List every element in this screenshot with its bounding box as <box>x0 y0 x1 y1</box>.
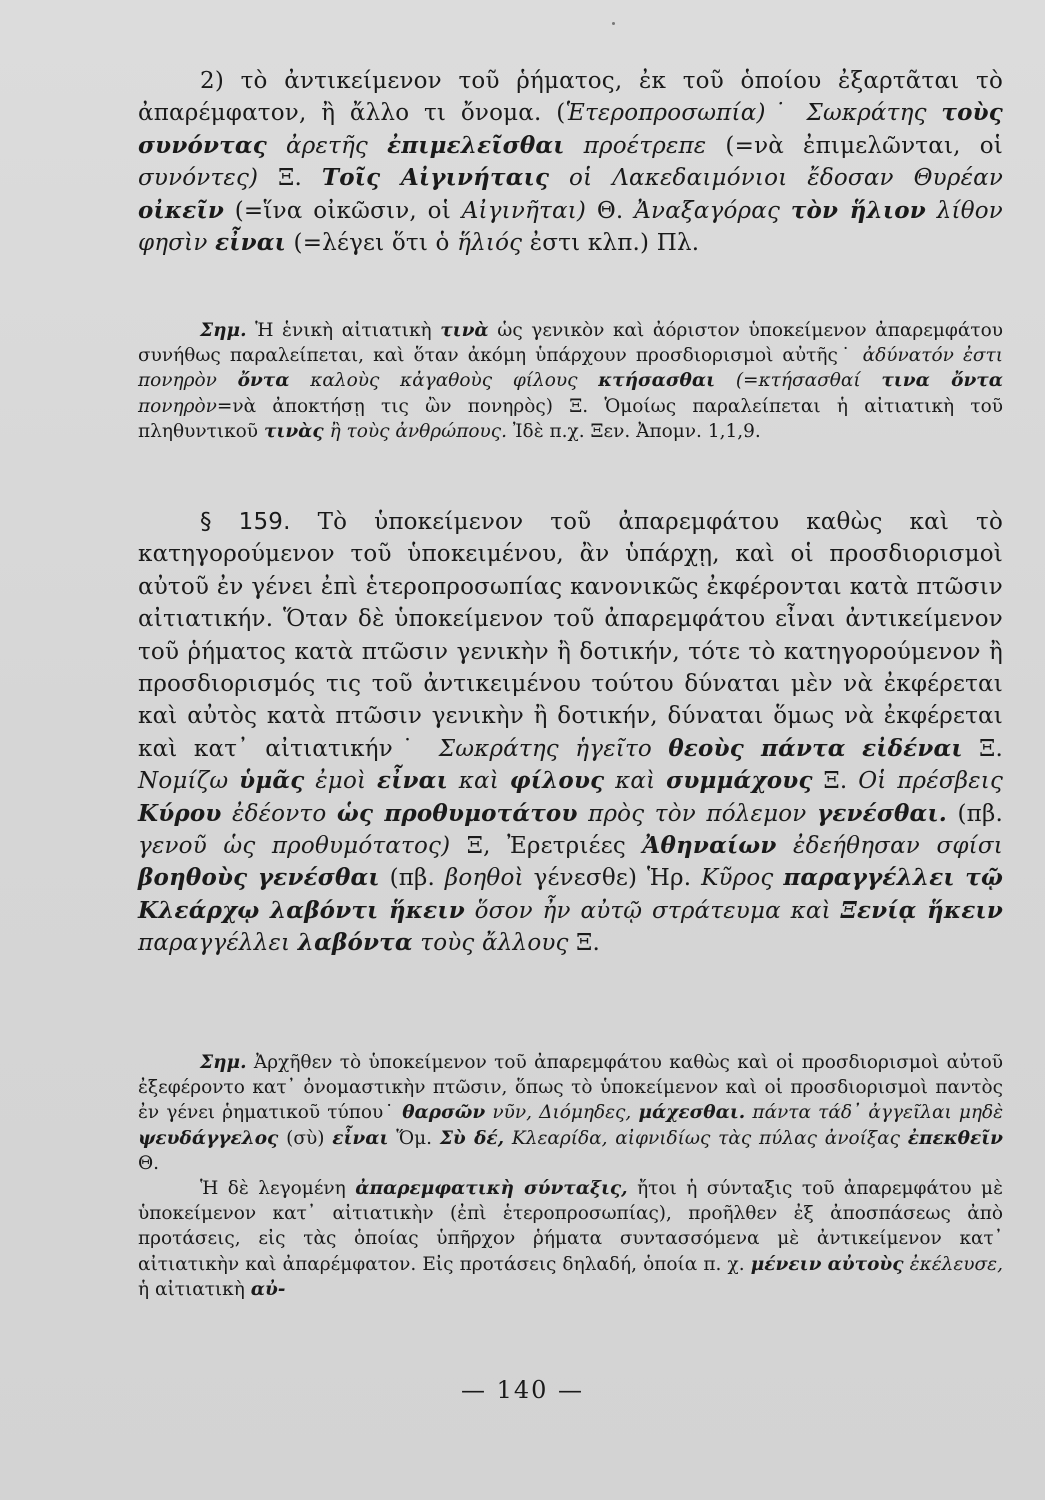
text: ἤτοι ἡ σύνταξις τοῦ ἀπαρεμφάτου μὲ ὑποκείμενον κατ᾽ αἰτιατικὴν (ἐπὶ ἑτεροπροσωπίας), προῆλθεν ἐξ ἀποσπάσεως ἀπὸ προτάσεις, εἰς τὰς ὁποίας ὑπῆρχον ῥήματα συντασσόμενα μὲ ἀντικείμενον κατ᾽ αἰτιατικὴν καὶ ἀπαρέμφατον. Εἰς προτάσεις δηλαδή, ὁποία π. χ. <box>138 1178 1003 1275</box>
text: τοὺς συνόντας <box>138 99 1003 159</box>
text: καὶ <box>615 768 656 795</box>
text: πρὸς τὸν πόλεμον <box>588 800 807 827</box>
text: οἰκεῖν <box>138 196 224 224</box>
text: τοὺς ἄλλους <box>420 930 569 957</box>
text: ἐδέοντο <box>232 800 327 827</box>
text: τινα ὄντα <box>881 370 1003 392</box>
text: 2) τὸ ἀντικείμενον τοῦ ῥήματος, ἐκ τοῦ ὁποίου ἐξαρτᾶται τὸ ἀπαρέμφατον, ἢ ἄλλο τι ὄνομα. ( <box>138 68 1003 127</box>
text: Ξ. <box>278 165 303 192</box>
text: γενοῦ ὡς προθυμότατος) <box>138 833 451 860</box>
text: φίλους <box>509 767 605 795</box>
text: ὅσον ἦν αὐτῷ στράτευμα καὶ <box>474 897 831 924</box>
text: ἐκέλευσε, <box>909 1253 1003 1275</box>
text: μάχεσθαι. <box>638 1102 746 1124</box>
text: (=κτήσασθαί <box>735 370 861 392</box>
text: ἀπαρεμφατικὴ σύνταξις, <box>355 1178 628 1200</box>
text: Ξενίᾳ ἥκειν <box>840 896 1004 924</box>
text: προέτρεπε <box>583 132 707 159</box>
text: Ξ. <box>823 768 848 795</box>
text: Ξ. <box>979 735 1004 762</box>
text: κτήσασθαι <box>598 370 716 392</box>
note-label: Σημ. <box>200 1052 247 1073</box>
text: εἶναι <box>215 229 287 257</box>
text: Κῦρος <box>701 865 774 892</box>
text: εἰδέναι <box>862 734 963 762</box>
text: καὶ <box>458 768 499 795</box>
text: Νομίζω <box>138 768 229 795</box>
text: νῦν, Διόμηδες, <box>492 1102 632 1124</box>
text: συμμάχους <box>666 767 813 795</box>
text: εἶναι <box>332 1127 389 1149</box>
text: παραγγέλλει <box>138 930 291 957</box>
text: Ἑτεροπροσωπία)˙ Σωκράτης <box>565 100 927 127</box>
text: βοηθοὶ <box>444 865 524 892</box>
text: ἐμοὶ <box>315 768 367 795</box>
text: συνόντες) <box>138 165 259 192</box>
text: ὡς γενικὸν καὶ ἀόριστον ὑποκείμενον ἀπαρεμφάτου συνήθως παραλείπεται, καὶ ὅταν ἀκόμη ὑπάρχουν προσδιορισμοὶ αὐτῆς˙ <box>138 320 1003 367</box>
note-second <box>138 1050 1003 1302</box>
text: (=νὰ ἐπιμελῶνται, οἱ <box>725 132 1003 159</box>
text: (πβ. <box>957 800 1003 827</box>
text: ἐπιμελεῖσθαι <box>387 131 565 159</box>
text: Σὺ δέ, <box>439 1127 505 1149</box>
text: τὸν ἥλιον <box>790 196 926 224</box>
text: ὄντα <box>237 370 290 392</box>
text: Θ. <box>596 197 624 224</box>
text: ἥλιός <box>457 230 523 257</box>
text: πάντα τάδ᾽ ἀγγεῖλαι μηδὲ <box>752 1102 1004 1124</box>
text: λαβόντα <box>297 929 413 957</box>
note-label: Σημ. <box>200 320 247 341</box>
text: ἡ αἰτιατικὴ <box>138 1278 245 1300</box>
text: πονηρὸν <box>138 395 217 417</box>
text: (=λέγει ὅτι ὁ <box>293 230 450 257</box>
text: Τὸ ὑποκείμενον τοῦ ἀπαρεμφάτου καθὼς καὶ τὸ κατηγορούμενον τοῦ ὑποκειμένου, ἂν ὑπάρχῃ, καὶ οἱ προσδιορισμοὶ αὐτοῦ ἐν γένει ἐπὶ ἑτεροπροσωπίας κανονικῶς ἐκφέρονται κατὰ πτῶσιν αἰτιατικήν. Ὅταν δὲ ὑποκείμενον τοῦ ἀπαρεμφάτου εἶναι ἀντικείμενον τοῦ ῥήματος κατὰ πτῶσιν γενικὴν ἢ δοτικήν, τότε τὸ κατηγορούμενον ἢ προσδιορισμός τις τοῦ ἀντικειμένου τούτου δύναται μὲν νὰ ἐκφέρεται καὶ αὐτὸς κατὰ πτῶσιν γενικὴν ἢ δοτικήν, δύναται ὅμως νὰ ἐκφέρεται καὶ κατ᾽ αἰτιατικήν˙ <box>138 509 1003 762</box>
text: λίθον φησὶν <box>138 197 1003 257</box>
text: ἀρετῆς <box>286 132 369 159</box>
text: Ἀναξαγόρας <box>634 197 781 224</box>
text: καλοὺς κἀγαθοὺς φίλους <box>310 370 578 392</box>
text: Οἱ πρέσβεις <box>858 768 1004 795</box>
text: ἢ τοὺς ἀνθρώπους. <box>329 420 508 442</box>
text: τινὰς <box>263 420 324 442</box>
text: θαρσῶν <box>402 1102 486 1124</box>
text: Ἀθηναίων <box>642 832 777 860</box>
text: γένεσθε) Ἡρ. <box>533 865 692 892</box>
text: Ἡ ἑνικὴ αἰτιατικὴ <box>255 320 432 341</box>
speck <box>612 22 615 25</box>
text: ὡς προθυμοτάτου <box>336 799 578 827</box>
text: Ξ. <box>576 930 601 957</box>
text: Σωκράτης ἡγεῖτο <box>438 735 652 762</box>
text: Τοῖς Αἰγινήταις <box>321 164 550 192</box>
text: (πβ. <box>389 865 436 892</box>
text: Ἡ δὲ λεγομένη <box>200 1178 346 1200</box>
text: γενέσθαι. <box>816 799 947 827</box>
text: τινὰ <box>440 320 489 341</box>
page-number: — 140 — <box>460 1376 585 1404</box>
text: ἐστι κλπ.) Πλ. <box>529 230 700 257</box>
text: αὐτοὺς <box>827 1253 904 1275</box>
text: ἀδύνατόν ἐστι πονηρὸν <box>138 345 1003 392</box>
paragraph-object-infinitive <box>138 65 1003 259</box>
text: παραγγέλλει τῷ Κλεάρχῳ λαβόντι ἥκειν <box>138 864 1004 924</box>
text: ψευδάγγελος <box>138 1127 279 1149</box>
note-first <box>138 318 1003 444</box>
text: Θ. <box>138 1152 160 1174</box>
text: Ξ, Ἐρετριέες <box>466 833 626 860</box>
text: Ὅμ. <box>396 1127 433 1149</box>
text: Κύρου <box>138 799 222 827</box>
text: ἐδεήθησαν σφίσι <box>793 833 1003 860</box>
section-number: § 159. <box>200 509 291 535</box>
text: (=ἵνα οἰκῶσιν, οἱ <box>234 197 451 224</box>
text: Κλεαρίδα, αἰφνιδίως τὰς πύλας ἀνοίξας <box>511 1127 900 1149</box>
text: (σὺ) <box>286 1127 325 1149</box>
text: Αἰγινῆται) <box>461 197 587 224</box>
text: μένειν <box>750 1253 822 1275</box>
text: ὑμᾶς <box>239 767 305 795</box>
section-159 <box>138 506 1003 960</box>
text: =νὰ ἀποκτήσῃ τις ὢν πονηρὸς) Ξ. Ὁμοίως παραλείπεται ἡ αἰτιατικὴ τοῦ πληθυντικοῦ <box>138 395 1003 442</box>
text: εἶναι <box>377 767 448 795</box>
text: αὐ- <box>250 1278 286 1300</box>
text: βοηθοὺς γενέσθαι <box>138 864 380 892</box>
text: θεοὺς πάντα <box>668 734 846 762</box>
text: οἱ Λακεδαιμόνιοι ἔδοσαν Θυρέαν <box>569 165 1004 192</box>
text: ἐπεκθεῖν <box>907 1127 1004 1149</box>
text: Ἀρχῆθεν τὸ ὑποκείμενον τοῦ ἀπαρεμφάτου καθὼς καὶ οἱ προσδιορισμοὶ αὐτοῦ ἐξεφέροντο κατ᾽ ὀνομαστικὴν πτῶσιν, ὅπως τὸ ὑποκείμενον καὶ οἱ προσδιορισμοὶ παντὸς ἐν γένει ῥηματικοῦ τύπου˙ <box>138 1052 1003 1124</box>
text: Ἰδὲ π.χ. Ξεν. Ἀπομν. 1,1,9. <box>512 420 761 442</box>
